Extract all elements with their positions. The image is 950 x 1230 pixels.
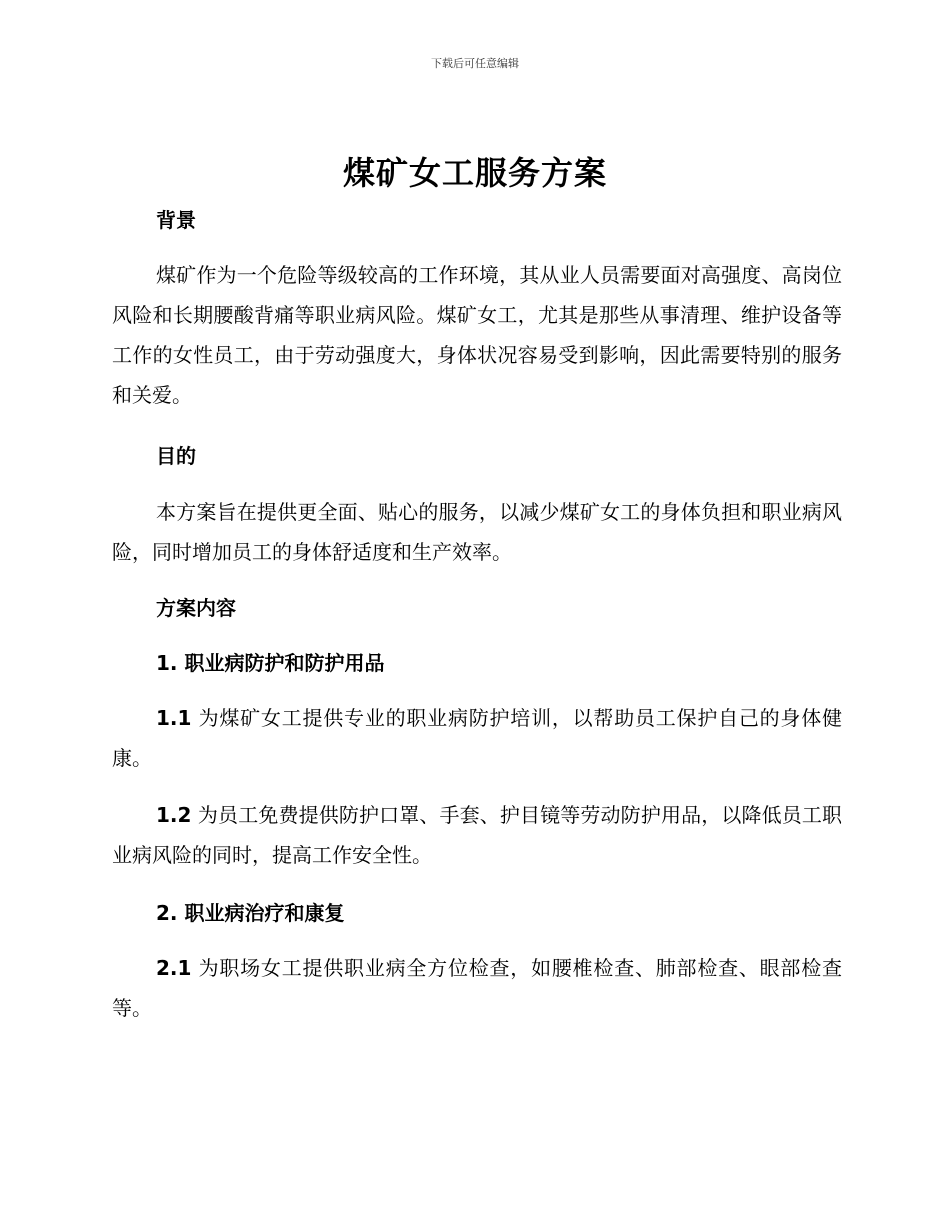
paragraph-purpose: 本方案旨在提供更全面、贴心的服务，以减少煤矿女工的身体负担和职业病风险，同时增加员工的身体舒适度和生产效率。 [112, 500, 842, 564]
item-text: 为职场女工提供职业病全方位检查，如腰椎检查、肺部检查、眼部检查等。 [112, 956, 842, 1020]
heading-purpose: 目的 [156, 444, 196, 468]
paragraph-item-2-1 [112, 948, 842, 1028]
heading-item-2: 2. 职业病治疗和康复 [156, 901, 345, 925]
header-note: 下载后可任意编辑 [431, 57, 519, 70]
item-text: 为煤矿女工提供专业的职业病防护培训，以帮助员工保护自己的身体健康。 [112, 706, 842, 770]
item-number: 2.1 [156, 956, 192, 980]
document-title: 煤矿女工服务方案 [342, 154, 607, 192]
item-text: 为员工免费提供防护口罩、手套、护目镜等劳动防护用品，以降低员工职业病风险的同时，提高工作安全性。 [112, 803, 842, 867]
item-number: 1.2 [156, 803, 192, 827]
paragraph-background: 煤矿作为一个危险等级较高的工作环境，其从业人员需要面对高强度、高岗位风险和长期腰酸背痛等职业病风险。煤矿女工，尤其是那些从事清理、维护设备等工作的女性员工，由于劳动强度大，身体状况容易受到影响，因此需要特别的服务和关爱。 [112, 263, 842, 407]
heading-background: 背景 [156, 208, 196, 232]
paragraph-item-1-2 [112, 795, 842, 875]
item-number: 1.1 [156, 706, 192, 730]
paragraph-item-1-1 [112, 698, 842, 778]
heading-item-1: 1. 职业病防护和防护用品 [156, 651, 385, 675]
heading-plan-content: 方案内容 [156, 596, 236, 620]
